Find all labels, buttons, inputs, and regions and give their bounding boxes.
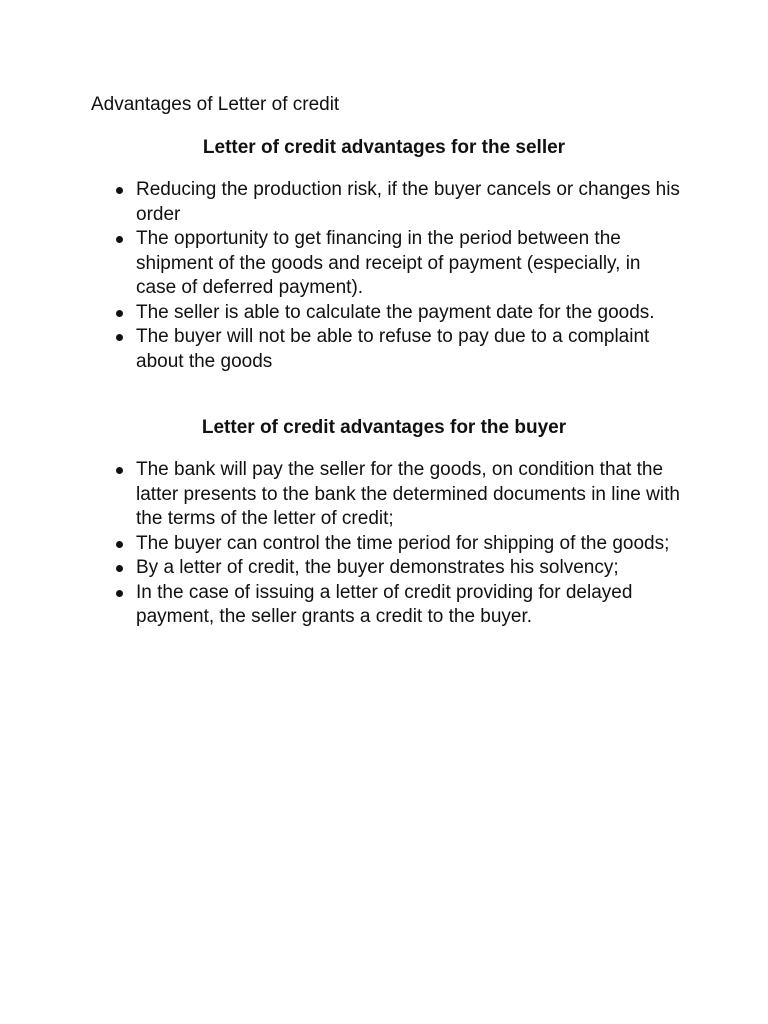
list-item-text: The seller is able to calculate the payment date for the goods. (136, 301, 655, 323)
document-title: Advantages of Letter of credit (91, 94, 340, 115)
list-item (112, 227, 682, 301)
list-item (112, 556, 682, 581)
list-item-text: The opportunity to get financing in the period between the shipment of the goods and receipt of payment (especially, in case of deferred payment). (136, 228, 641, 298)
list-item-text: In the case of issuing a letter of credit providing for delayed payment, the seller grants a credit to the buyer. (136, 581, 633, 627)
list-item (112, 581, 682, 630)
list-item-text: The buyer can control the time period for shipping of the goods; (136, 532, 670, 554)
list-item (112, 178, 682, 227)
list-item-text: By a letter of credit, the buyer demonstrates his solvency; (136, 557, 619, 578)
list-item-text: The bank will pay the seller for the goods, on condition that the latter presents to the bank the determined documents in line with the terms of the letter of credit; (136, 459, 680, 529)
bullet-icon (116, 310, 123, 317)
list-item (112, 301, 682, 326)
bullet-icon (116, 236, 123, 243)
buyer-advantages-list (112, 458, 682, 630)
bullet-icon (116, 541, 123, 548)
bullet-icon (116, 467, 123, 474)
bullet-icon (116, 334, 123, 341)
list-item-text: Reducing the production risk, if the buyer cancels or changes his order (136, 179, 680, 225)
list-item (112, 458, 682, 532)
section-heading-buyer: Letter of credit advantages for the buyer (201, 417, 567, 438)
list-item (112, 532, 682, 557)
section-heading-seller: Letter of credit advantages for the seller (202, 137, 566, 158)
list-item-text: The buyer will not be able to refuse to pay due to a complaint about the goods (136, 326, 650, 372)
bullet-icon (116, 187, 123, 194)
bullet-icon (116, 590, 123, 597)
bullet-icon (116, 565, 123, 572)
seller-advantages-list (112, 178, 682, 374)
list-item (112, 325, 682, 374)
